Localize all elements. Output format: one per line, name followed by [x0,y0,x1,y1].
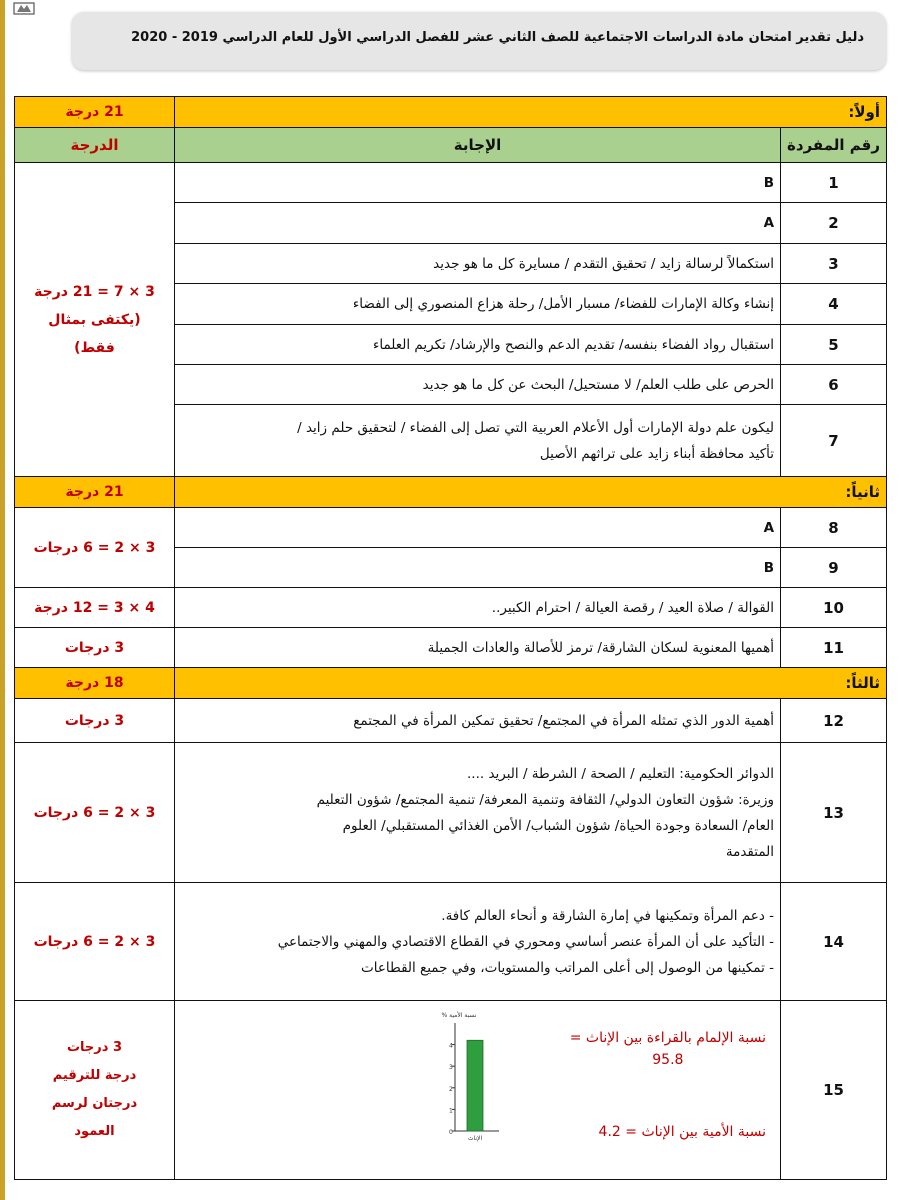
item-points: 3 × 2 = 6 درجات [15,883,175,1001]
x-tick-label: الإناث [467,1135,483,1142]
y-tick-label: 1 [449,1107,453,1115]
item-number: 14 [781,883,887,1001]
item-answer: أهمية الدور الذي تمثله المرأة في المجتمع/ تحقيق تمكين المرأة في المجتمع [175,699,781,743]
section-header [15,97,887,128]
y-tick-label: 0 [449,1129,453,1136]
item-answer: استكمالاً لرسالة زايد / تحقيق التقدم / مسايرة كل ما هو جديد [175,244,781,284]
header-box [72,12,886,70]
points-line: العمود [74,1124,115,1139]
section-points: 21 درجة [15,477,175,508]
answer-line: 95.8 [652,1052,684,1068]
item-number: 6 [781,365,887,405]
answer-line: الدوائر الحكومية: التعليم / الصحة / الشرطة / البريد .... [466,765,775,782]
answer-key-table [14,96,887,1180]
answer-line: العام/ السعادة وجودة الحياة/ شؤون الشباب/ الأمن الغذائي المستقبلي/ العلوم [342,817,775,834]
table-row [15,699,887,743]
item-number: 13 [781,743,887,883]
answer-line: - تمكينها من الوصول إلى أعلى المراتب والمستويات، وفي جميع القطاعات [361,959,775,976]
answer-line: - التأكيد على أن المرأة عنصر أساسي ومحوري في القطاع الاقتصادي والمهني والاجتماعي [277,933,775,950]
illiteracy-bar-chart [437,1007,507,1147]
y-tick-label: 4 [449,1042,453,1050]
item-number: 8 [781,508,887,548]
points-line: 3 × 7 = 21 درجة [34,283,155,300]
item-answer [175,405,781,477]
column-answer: الإجابة [175,128,781,163]
item-number: 7 [781,405,887,477]
y-axis-label: نسبة الأمية % [441,1012,477,1019]
section-points: 21 درجة [15,97,175,128]
points-line: فقط) [74,339,115,356]
item-points: 3 × 2 = 6 درجات [15,743,175,883]
table-row [15,508,887,548]
item-number: 2 [781,203,887,244]
item-points: 3 درجات [15,628,175,668]
table-row [15,588,887,628]
answer-line: وزيرة: شؤون التعاون الدولي/ الثقافة وتنمية المعرفة/ تنمية المجتمع/ شؤون التعليم [316,791,775,808]
q15-answer-box [175,1001,780,1179]
table-row [15,743,887,883]
points-line: درجة للترقيم [52,1068,137,1083]
answer-line: المتقدمة [725,843,775,860]
emblem-icon [12,0,36,16]
item-answer [175,1001,781,1180]
section-name: ثانياً: [175,477,887,508]
item-answer [175,743,781,883]
item-answer: A [175,508,781,548]
item-number: 5 [781,325,887,365]
item-number: 3 [781,244,887,284]
item-answer: B [175,548,781,588]
table-row [15,628,887,668]
item-answer: إنشاء وكالة الإمارات للفضاء/ مسبار الأمل/ رحلة هزاع المنصوري إلى الفضاء [175,284,781,325]
item-number: 11 [781,628,887,668]
table-row [15,1001,887,1180]
points-line: 3 درجات [66,1040,123,1055]
y-tick-label: 2 [449,1085,453,1093]
item-answer: B [175,163,781,203]
answer-line: ليكون علم دولة الإمارات أول الأعلام العربية التي تصل إلى الفضاء / لتحقيق حلم زايد / [297,419,775,436]
item-number: 4 [781,284,887,325]
answer-line: - دعم المرأة وتمكينها في إمارة الشارقة و أنحاء العالم كافة. [441,907,775,924]
item-answer [175,883,781,1001]
answer-line: تأكيد محافظة أبناء زايد على تراثهم الأصيل [539,445,775,462]
illiteracy-rate-text: نسبة الأمية بين الإناث = 4.2 [598,1124,767,1140]
item-answer: A [175,203,781,244]
column-grade: الدرجة [15,128,175,163]
item-points: 4 × 3 = 12 درجة [15,588,175,628]
section-header [15,477,887,508]
item-answer: استقبال رواد الفضاء بنفسه/ تقديم الدعم والنصح والإرشاد/ تكريم العلماء [175,325,781,365]
page-edge-rule [0,0,5,1200]
item-answer: القوالة / صلاة العيد / رقصة العيالة / احترام الكبير.. [175,588,781,628]
item-answer: الحرص على طلب العلم/ لا مستحيل/ البحث عن كل ما هو جديد [175,365,781,405]
item-number: 15 [781,1001,887,1180]
literacy-rate-text [570,1027,766,1071]
section-name: ثالثاً: [175,668,887,699]
y-tick-label: 3 [449,1064,453,1072]
item-points: 3 درجات [15,699,175,743]
section-header [15,668,887,699]
section-points: 18 درجة [15,668,175,699]
section-name: أولاً: [175,97,887,128]
bar [467,1040,483,1131]
item-number: 12 [781,699,887,743]
points-line: (يكتفى بمثال [48,311,141,328]
table-row [15,163,887,203]
item-points [15,163,175,477]
item-number: 1 [781,163,887,203]
answer-line: نسبة الإلمام بالقراءة بين الإناث = [569,1030,767,1046]
item-number: 9 [781,548,887,588]
points-line: درجتان لرسم [51,1096,138,1111]
column-header-row [15,128,887,163]
page-title: دليل تقدير امتحان مادة الدراسات الاجتماعية للصف الثاني عشر للفصل الدراسي الأول للعام الدراسي 2019 - 2020 [131,30,864,45]
column-number: رقم المفردة [781,128,887,163]
item-answer: أهميها المعنوية لسكان الشارقة/ ترمز للأصالة والعادات الجميلة [175,628,781,668]
table-row [15,883,887,1001]
item-points: 3 × 2 = 6 درجات [15,508,175,588]
item-points [15,1001,175,1180]
item-number: 10 [781,588,887,628]
